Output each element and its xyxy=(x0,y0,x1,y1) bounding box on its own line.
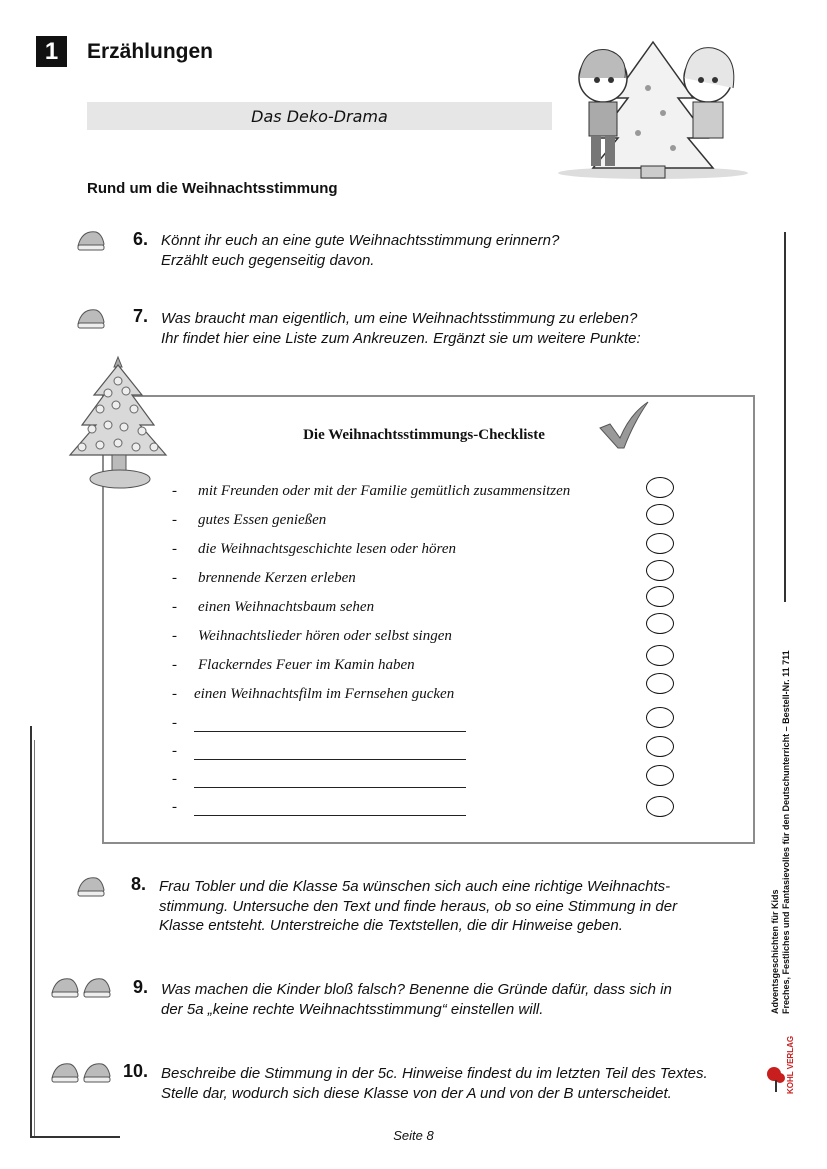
decorative-line xyxy=(34,740,35,1136)
santa-hat-icon xyxy=(76,304,106,330)
task-text: Beschreibe die Stimmung in der 5c. Hinweise findest du im letzten Teil des Textes. Stelle dar, wodurch sich diese Klasse von der A und von der B unterscheidet. xyxy=(161,1065,708,1102)
santa-hat-icon xyxy=(50,973,80,999)
checkbox-circle[interactable] xyxy=(646,765,674,786)
task-text: Könnt ihr euch an eine gute Weihnachtsstimmung erinnern? Erzählt euch gegenseitig davon. xyxy=(161,232,560,269)
story-title-bar: Das Deko-Drama xyxy=(87,102,552,130)
decorative-line xyxy=(30,726,32,1136)
chapter-title: Erzählungen xyxy=(87,40,214,63)
christmas-tree-icon xyxy=(62,355,182,495)
tree-logo-icon xyxy=(766,1062,786,1094)
decorative-line xyxy=(784,232,786,602)
checklist-item: - die Weihnachtsgeschichte lesen oder hören xyxy=(172,541,456,557)
blank-line-item[interactable]: - xyxy=(172,799,466,816)
checkbox-circle[interactable] xyxy=(646,613,674,634)
checkmark-icon xyxy=(598,400,650,452)
task-number: 7. xyxy=(132,306,148,326)
checklist-box xyxy=(102,395,755,844)
checkbox-circle[interactable] xyxy=(646,477,674,498)
publisher-logo xyxy=(766,1035,795,1099)
santa-hat-icon xyxy=(76,872,106,898)
checklist-item: - Weihnachtslieder hören oder selbst singen xyxy=(172,628,452,644)
checkbox-circle[interactable] xyxy=(646,645,674,666)
checkbox-circle[interactable] xyxy=(646,796,674,817)
publisher-name: KOHL VERLAG xyxy=(786,1035,795,1094)
checkbox-circle[interactable] xyxy=(646,707,674,728)
task-text: Frau Tobler und die Klasse 5a wünschen sich auch eine richtige Weihnachts- stimmung. Untersuche den Text und finde heraus, ob so eine Stimmung in der Klasse entsteht. Unterstreiche die Textstellen, die dir Hinweise geben. xyxy=(159,878,678,934)
task-number: 10. xyxy=(122,1061,148,1081)
checkbox-circle[interactable] xyxy=(646,560,674,581)
blank-line-item[interactable]: - xyxy=(172,715,466,732)
checkbox-circle[interactable] xyxy=(646,736,674,757)
checklist-item: - einen Weihnachtsbaum sehen xyxy=(172,599,375,615)
task-text: Was machen die Kinder bloß falsch? Benenne die Gründe dafür, dass sich in der 5a „keine rechte Weihnachtsstimmung“ einstellen will. xyxy=(161,981,672,1018)
checkbox-circle[interactable] xyxy=(646,586,674,607)
blank-line-item[interactable]: - xyxy=(172,743,466,760)
task-text: Was braucht man eigentlich, um eine Weihnachtsstimmung zu erleben? Ihr findet hier eine Liste zum Ankreuzen. Ergänzt sie um weitere Punkte: xyxy=(161,310,641,347)
checkbox-circle[interactable] xyxy=(646,673,674,694)
checklist-title: Die Weihnachtsstimmungs-Checkliste xyxy=(303,427,545,443)
page-number: Seite 8 xyxy=(393,1128,434,1143)
checklist-item: - mit Freunden oder mit der Familie gemütlich zusammensitzen xyxy=(172,483,571,499)
chapter-number-box: 1 xyxy=(36,36,67,67)
task-number: 6. xyxy=(132,229,148,249)
publisher-side-text: Adventsgeschichten für Kids Freches, Festliches und Fantasievolles für den Deutschunterricht – Bestell-Nr. 11 711 xyxy=(770,650,791,1014)
task-number: 8. xyxy=(130,874,146,894)
kids-christmas-tree-illustration xyxy=(553,38,753,180)
task-number: 9. xyxy=(132,977,148,997)
checklist-item: - einen Weihnachtsfilm im Fernsehen gucken xyxy=(172,686,455,702)
checklist-item: - Flackerndes Feuer im Kamin haben xyxy=(172,657,415,673)
checkbox-circle[interactable] xyxy=(646,533,674,554)
checklist-item: - gutes Essen genießen xyxy=(172,512,327,528)
blank-line-item[interactable]: - xyxy=(172,771,466,788)
checkbox-circle[interactable] xyxy=(646,504,674,525)
checklist-item: - brennende Kerzen erleben xyxy=(172,570,356,586)
santa-hat-icon xyxy=(76,226,106,252)
santa-hat-icon xyxy=(50,1058,80,1084)
section-heading: Rund um die Weihnachtsstimmung xyxy=(87,180,338,197)
